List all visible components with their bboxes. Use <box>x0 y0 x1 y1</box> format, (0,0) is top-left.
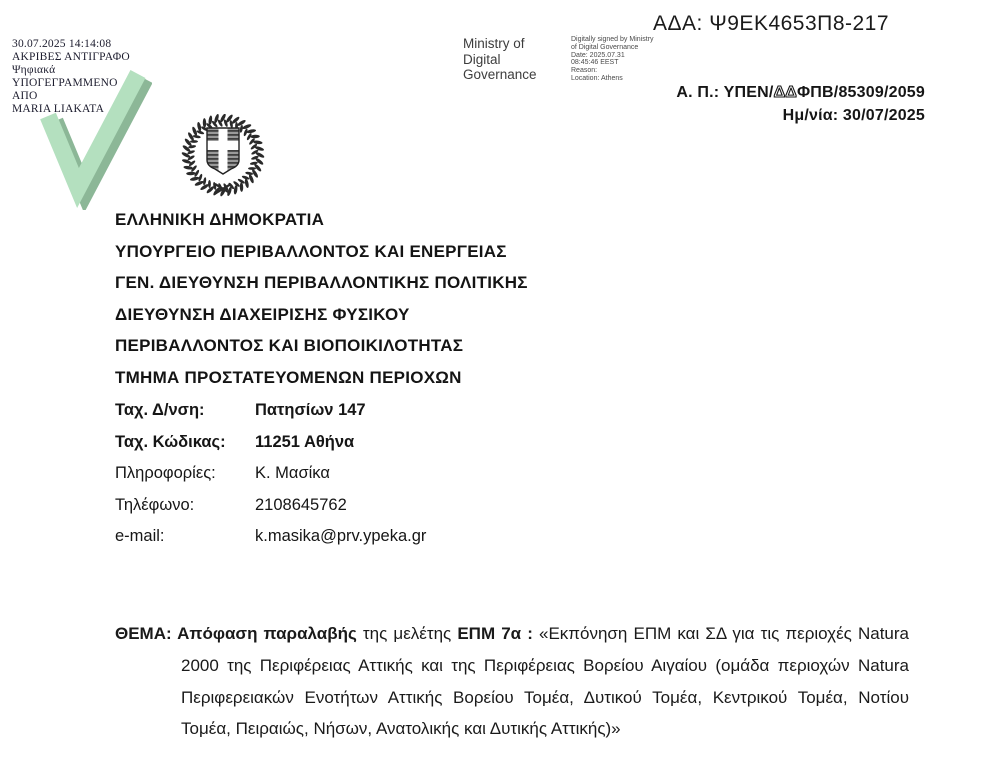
protocol-suffix: ΦΠΒ/85309/2059 <box>796 84 925 101</box>
protocol-number <box>676 82 925 105</box>
contact-label: Πληροφορίες: <box>115 464 216 482</box>
signature-detail-line: of Digital Governance <box>571 43 639 51</box>
subject-study-code: ΕΠΜ 7α : <box>457 624 533 643</box>
stamp-line: MARIA LIAKATA <box>12 103 105 115</box>
letterhead-line: ΠΕΡΙΒΑΛΛΟΝΤΟΣ ΚΑΙ ΒΙΟΠΟΙΚΙΛΟΤΗΤΑΣ <box>115 336 464 355</box>
letterhead-line: ΔΙΕΥΘΥΝΣΗ ΔΙΑΧΕΙΡΙΣΗΣ ΦΥΣΙΚΟΥ <box>115 304 410 324</box>
contact-row-postcode <box>115 427 426 459</box>
signature-detail-line: Digitally signed by Ministry <box>571 36 654 43</box>
signature-detail-line: Location: Athens <box>571 74 623 82</box>
protocol-block <box>676 82 925 127</box>
stamp-line: ΑΠΟ <box>12 90 38 102</box>
ada-number: ΑΔΑ: Ψ9ΕΚ4653Π8-217 <box>653 12 890 35</box>
contact-value: 2108645762 <box>255 495 347 514</box>
letterhead-line: ΥΠΟΥΡΓΕΙΟ ΠΕΡΙΒΑΛΛΟΝΤΟΣ ΚΑΙ ΕΝΕΡΓΕΙΑΣ <box>115 241 507 261</box>
contact-value: Πατησίων 147 <box>255 401 366 419</box>
subject-normal: της μελέτης <box>356 624 458 643</box>
protocol-prefix: Α. Π.: ΥΠΕΝ/ <box>676 84 774 101</box>
subject-title-bold: Απόφαση παραλαβής <box>171 624 357 643</box>
contact-label: Ταχ. Δ/νση: <box>115 401 205 419</box>
stamp-line: 30.07.2025 14:14:08 <box>12 38 112 50</box>
contact-row-information <box>115 458 426 490</box>
subject-paragraph <box>115 618 909 745</box>
subject-label: ΘΕΜΑ: <box>115 624 172 643</box>
signature-details <box>571 36 653 83</box>
certified-copy-stamp <box>12 38 182 116</box>
contact-value: 11251 Αθήνα <box>255 432 355 451</box>
greek-national-emblem-icon <box>180 114 266 200</box>
signature-detail-line: Reason: <box>571 67 598 75</box>
letterhead <box>115 204 528 393</box>
protocol-date: Ημ/νία: 30/07/2025 <box>782 106 925 124</box>
contact-row-phone <box>115 490 426 522</box>
contact-row-address <box>115 395 426 427</box>
contact-label: Ταχ. Κώδικας: <box>115 432 226 451</box>
letterhead-line: ΤΜΗΜΑ ΠΡΟΣΤΑΤΕΥΟΜΕΝΩΝ ΠΕΡΙΟΧΩΝ <box>115 367 462 387</box>
subject-body: «Εκπόνηση ΕΠΜ και ΣΔ για τις περιοχές Natura 2000 της Περιφέρειας Αττικής και της Περιφέρειας Βορείου Αιγαίου (ομάδα περιοχών Natura Περιφερειακών Ενοτήτων Αττικής Βορείου Τομέα, Δυτικού Τομέα, Κεντρικού Τομέα, Νοτίου Τομέα, Πειραιώς, Νήσων, Ανατολικής και Δυτικής Αττικής)» <box>181 624 909 739</box>
protocol-delta: ΔΔ <box>773 84 797 101</box>
letterhead-line: ΕΛΛΗΝΙΚΗ ΔΗΜΟΚΡΑΤΙΑ <box>115 210 325 229</box>
letterhead-line: ΓΕΝ. ΔΙΕΥΘΥΝΣΗ ΠΕΡΙΒΑΛΛΟΝΤΙΚΗΣ ΠΟΛΙΤΙΚΗΣ <box>115 273 528 292</box>
contact-value: k.masika@prv.ypeka.gr <box>255 527 427 545</box>
contact-label: e-mail: <box>115 527 165 545</box>
contact-info <box>115 395 426 553</box>
digital-signature-block <box>463 36 653 83</box>
contact-value: Κ. Μασίκα <box>255 464 330 482</box>
signer-name: Ministry of Digital Governance <box>463 36 537 82</box>
contact-label: Τηλέφωνο: <box>115 495 195 514</box>
stamp-line: Ψηφιακά <box>12 64 56 76</box>
contact-row-email <box>115 521 426 553</box>
signature-detail-line: 08:45:46 EEST <box>571 59 619 67</box>
stamp-line: ΑΚΡΙΒΕΣ ΑΝΤΙΓΡΑΦΟ <box>12 51 130 63</box>
stamp-line: ΥΠΟΓΕΓΡΑΜΜΕΝΟ <box>12 77 118 89</box>
signature-detail-line: Date: 2025.07.31 <box>571 51 625 59</box>
